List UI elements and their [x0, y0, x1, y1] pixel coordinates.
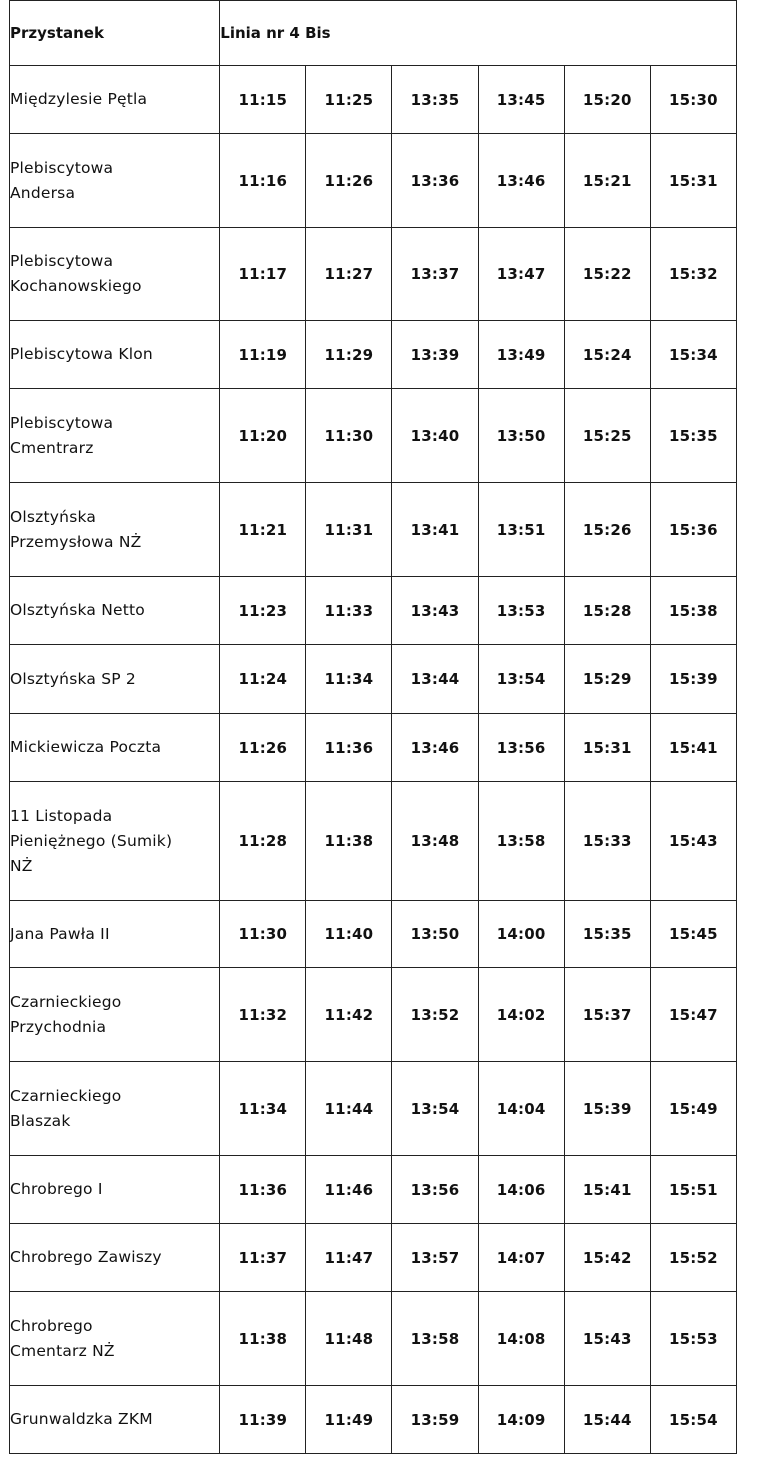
departure-time: 15:37: [564, 968, 650, 1062]
departure-time: 11:31: [306, 483, 392, 577]
line-column-header: Linia nr 4 Bis: [220, 1, 737, 66]
departure-time: 13:37: [392, 228, 478, 321]
stop-name: Plebiscytowa Kochanowskiego: [10, 228, 220, 321]
stop-name: Mickiewicza Poczta: [10, 714, 220, 782]
departure-time: 15:49: [650, 1062, 736, 1156]
table-row: [10, 321, 737, 389]
timetable: [9, 0, 737, 1454]
departure-time: 15:39: [650, 645, 736, 714]
departure-time: 11:26: [220, 714, 306, 782]
table-row: [10, 66, 737, 134]
departure-time: 15:22: [564, 228, 650, 321]
stop-name: Jana Pawła II: [10, 901, 220, 968]
departure-time: 13:46: [478, 134, 564, 228]
departure-time: 15:24: [564, 321, 650, 389]
stop-name: Czarnieckiego Przychodnia: [10, 968, 220, 1062]
departure-time: 13:49: [478, 321, 564, 389]
departure-time: 11:26: [306, 134, 392, 228]
table-row: [10, 1224, 737, 1292]
timetable-body: [10, 66, 737, 1454]
departure-time: 11:48: [306, 1292, 392, 1386]
departure-time: 11:44: [306, 1062, 392, 1156]
departure-time: 15:31: [650, 134, 736, 228]
departure-time: 13:57: [392, 1224, 478, 1292]
departure-time: 14:09: [478, 1386, 564, 1454]
table-row: [10, 782, 737, 901]
departure-time: 15:35: [650, 389, 736, 483]
departure-time: 11:36: [220, 1156, 306, 1224]
departure-time: 11:42: [306, 968, 392, 1062]
departure-time: 11:28: [220, 782, 306, 901]
departure-time: 11:38: [220, 1292, 306, 1386]
table-row: [10, 1156, 737, 1224]
departure-time: 11:24: [220, 645, 306, 714]
departure-time: 15:38: [650, 577, 736, 645]
table-row: [10, 228, 737, 321]
departure-time: 11:49: [306, 1386, 392, 1454]
departure-time: 15:28: [564, 577, 650, 645]
departure-time: 11:17: [220, 228, 306, 321]
departure-time: 13:56: [392, 1156, 478, 1224]
departure-time: 15:41: [650, 714, 736, 782]
departure-time: 14:07: [478, 1224, 564, 1292]
departure-time: 13:59: [392, 1386, 478, 1454]
departure-time: 13:39: [392, 321, 478, 389]
departure-time: 11:47: [306, 1224, 392, 1292]
departure-time: 11:38: [306, 782, 392, 901]
departure-time: 11:23: [220, 577, 306, 645]
departure-time: 13:41: [392, 483, 478, 577]
departure-time: 11:21: [220, 483, 306, 577]
departure-time: 13:54: [392, 1062, 478, 1156]
departure-time: 11:36: [306, 714, 392, 782]
table-row: [10, 645, 737, 714]
departure-time: 13:46: [392, 714, 478, 782]
departure-time: 15:41: [564, 1156, 650, 1224]
departure-time: 15:53: [650, 1292, 736, 1386]
stop-name: Chrobrego Cmentarz NŻ: [10, 1292, 220, 1386]
stop-column-header: Przystanek: [10, 1, 220, 66]
table-row: [10, 968, 737, 1062]
departure-time: 11:34: [306, 645, 392, 714]
departure-time: 15:45: [650, 901, 736, 968]
departure-time: 15:30: [650, 66, 736, 134]
departure-time: 11:34: [220, 1062, 306, 1156]
departure-time: 11:40: [306, 901, 392, 968]
stop-name: Chrobrego Zawiszy: [10, 1224, 220, 1292]
stop-name: Plebiscytowa Klon: [10, 321, 220, 389]
departure-time: 13:54: [478, 645, 564, 714]
table-row: [10, 577, 737, 645]
departure-time: 15:35: [564, 901, 650, 968]
stop-name: Olsztyńska Przemysłowa NŻ: [10, 483, 220, 577]
departure-time: 15:43: [650, 782, 736, 901]
departure-time: 15:42: [564, 1224, 650, 1292]
departure-time: 15:34: [650, 321, 736, 389]
departure-time: 15:44: [564, 1386, 650, 1454]
departure-time: 11:30: [220, 901, 306, 968]
departure-time: 15:39: [564, 1062, 650, 1156]
departure-time: 13:36: [392, 134, 478, 228]
departure-time: 11:27: [306, 228, 392, 321]
departure-time: 13:40: [392, 389, 478, 483]
stop-name: Olsztyńska Netto: [10, 577, 220, 645]
departure-time: 11:29: [306, 321, 392, 389]
departure-time: 13:47: [478, 228, 564, 321]
departure-time: 15:33: [564, 782, 650, 901]
departure-time: 11:30: [306, 389, 392, 483]
departure-time: 15:52: [650, 1224, 736, 1292]
departure-time: 11:15: [220, 66, 306, 134]
departure-time: 14:06: [478, 1156, 564, 1224]
departure-time: 11:46: [306, 1156, 392, 1224]
stop-name: 11 Listopada Pieniężnego (Sumik) NŻ: [10, 782, 220, 901]
departure-time: 15:36: [650, 483, 736, 577]
departure-time: 11:19: [220, 321, 306, 389]
stop-name: Międzylesie Pętla: [10, 66, 220, 134]
departure-time: 11:33: [306, 577, 392, 645]
departure-time: 13:35: [392, 66, 478, 134]
departure-time: 11:32: [220, 968, 306, 1062]
header-row: [10, 1, 737, 66]
table-row: [10, 134, 737, 228]
departure-time: 14:04: [478, 1062, 564, 1156]
stop-name: Olsztyńska SP 2: [10, 645, 220, 714]
departure-time: 13:45: [478, 66, 564, 134]
departure-time: 15:21: [564, 134, 650, 228]
departure-time: 15:47: [650, 968, 736, 1062]
departure-time: 11:37: [220, 1224, 306, 1292]
departure-time: 13:48: [392, 782, 478, 901]
stop-name: Czarnieckiego Blaszak: [10, 1062, 220, 1156]
departure-time: 11:20: [220, 389, 306, 483]
departure-time: 15:32: [650, 228, 736, 321]
departure-time: 15:26: [564, 483, 650, 577]
departure-time: 15:29: [564, 645, 650, 714]
departure-time: 13:51: [478, 483, 564, 577]
departure-time: 13:52: [392, 968, 478, 1062]
table-row: [10, 714, 737, 782]
table-row: [10, 1292, 737, 1386]
departure-time: 14:02: [478, 968, 564, 1062]
table-row: [10, 483, 737, 577]
departure-time: 13:44: [392, 645, 478, 714]
departure-time: 14:08: [478, 1292, 564, 1386]
departure-time: 15:51: [650, 1156, 736, 1224]
departure-time: 13:50: [392, 901, 478, 968]
departure-time: 11:25: [306, 66, 392, 134]
departure-time: 13:50: [478, 389, 564, 483]
departure-time: 15:43: [564, 1292, 650, 1386]
departure-time: 11:16: [220, 134, 306, 228]
departure-time: 13:58: [478, 782, 564, 901]
stop-name: Plebiscytowa Cmentrarz: [10, 389, 220, 483]
table-row: [10, 1386, 737, 1454]
departure-time: 15:25: [564, 389, 650, 483]
departure-time: 14:00: [478, 901, 564, 968]
departure-time: 15:54: [650, 1386, 736, 1454]
departure-time: 11:39: [220, 1386, 306, 1454]
departure-time: 15:20: [564, 66, 650, 134]
departure-time: 13:58: [392, 1292, 478, 1386]
stop-name: Grunwaldzka ZKM: [10, 1386, 220, 1454]
departure-time: 13:43: [392, 577, 478, 645]
table-row: [10, 901, 737, 968]
departure-time: 13:56: [478, 714, 564, 782]
stop-name: Chrobrego I: [10, 1156, 220, 1224]
departure-time: 13:53: [478, 577, 564, 645]
table-row: [10, 1062, 737, 1156]
departure-time: 15:31: [564, 714, 650, 782]
table-row: [10, 389, 737, 483]
stop-name: Plebiscytowa Andersa: [10, 134, 220, 228]
